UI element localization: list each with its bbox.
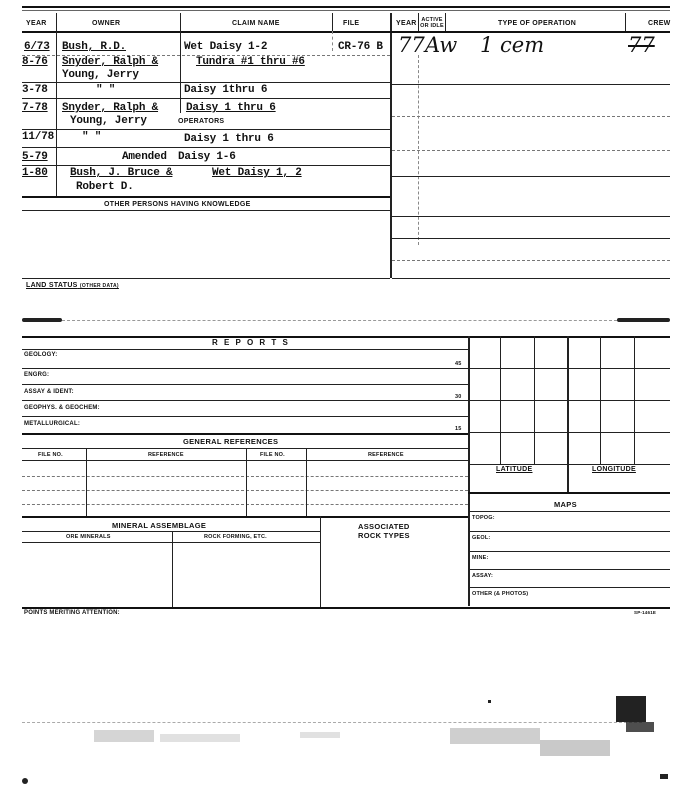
owner-row-owner: " "	[82, 131, 102, 143]
owner-row-claim: Wet Daisy 1-2	[184, 41, 268, 53]
reports-row-label: METALLURGICAL:	[24, 421, 81, 427]
land-status-label	[26, 282, 119, 289]
refs-col-file-no-2: FILE NO.	[260, 452, 285, 458]
col-divider	[625, 13, 626, 31]
reports-row-num: 45	[455, 361, 462, 367]
row-line	[22, 433, 468, 435]
header-year: YEAR	[26, 20, 47, 27]
owner-row-claim: Wet Daisy 1, 2	[212, 167, 302, 179]
row-line	[22, 349, 468, 350]
owner-row-owner: Snyder, Ralph &	[62, 102, 159, 114]
op-row-line	[392, 150, 670, 151]
header-owner: OWNER	[92, 20, 121, 27]
owner-row-owner: Robert D.	[76, 181, 134, 193]
row-line	[22, 147, 390, 148]
grid-line	[468, 368, 670, 369]
owner-row-year: 6/73	[24, 41, 50, 53]
col-divider	[180, 31, 181, 113]
rock-types-label: ROCK TYPES	[358, 531, 410, 540]
owner-row-owner: Young, Jerry	[62, 69, 139, 81]
mineral-assemblage-title: MINERAL ASSEMBLAGE	[112, 521, 207, 530]
header-active-idle: ACTIVE OR IDLE	[420, 17, 444, 29]
op-row-line	[392, 278, 670, 279]
owner-row-year: 3-78	[22, 84, 48, 96]
col-divider	[172, 531, 173, 607]
header-crew: CREW	[648, 20, 671, 27]
row-line	[468, 531, 670, 532]
scan-dot	[488, 700, 491, 703]
owner-row-owner: Amended	[122, 151, 167, 163]
op-row-line	[392, 116, 670, 117]
owner-row-year: 11/78	[22, 131, 55, 143]
longitude-label: LONGITUDE	[592, 466, 636, 473]
reports-row-label: ASSAY & IDENT:	[24, 389, 74, 395]
col-divider	[418, 13, 419, 31]
reports-row-num: 30	[455, 394, 462, 400]
scan-block	[616, 696, 646, 722]
refs-col-file-no: FILE NO.	[38, 452, 63, 458]
row-line	[22, 384, 468, 385]
section-divider	[468, 336, 470, 606]
maps-row-label: TOPOG:	[472, 515, 495, 521]
col-divider	[86, 448, 87, 516]
owner-row-claim: Tundra #1 thru #6	[196, 56, 305, 68]
col-divider	[306, 448, 307, 516]
owner-row-claim: Daisy 1 thru 6	[186, 102, 276, 114]
row-line	[22, 129, 390, 130]
op-row-line	[392, 176, 670, 177]
row-line	[22, 165, 390, 166]
top-border	[22, 6, 670, 8]
row-line	[22, 278, 390, 279]
col-divider	[332, 13, 333, 31]
operators-label: OPERATORS	[178, 118, 225, 125]
reports-row-label: GEOPHYS. & GEOCHEM:	[24, 405, 100, 411]
row-line	[22, 531, 320, 532]
scan-dot	[22, 778, 28, 784]
associated-label: ASSOCIATED	[358, 522, 410, 531]
owner-row-owner: " "	[96, 84, 116, 96]
maps-row-label: OTHER (& PHOTOS)	[472, 591, 529, 597]
general-references-title: GENERAL REFERENCES	[183, 437, 279, 446]
top-border-inner	[22, 10, 670, 11]
row-line	[468, 551, 670, 552]
grid-line	[567, 336, 569, 492]
reports-top-border	[22, 336, 670, 338]
col-divider	[320, 516, 321, 607]
col-divider	[332, 31, 333, 51]
refs-col-reference-2: REFERENCE	[368, 452, 404, 458]
op-row-line	[392, 216, 670, 217]
land-status-title: LAND STATUS	[26, 282, 78, 289]
owner-row-year: 8-76	[22, 56, 48, 68]
operation-crew: 77	[628, 33, 655, 57]
reports-title: R E P O R T S	[212, 338, 290, 347]
row-line	[22, 82, 390, 83]
owner-row-year: 5-79	[22, 151, 48, 163]
row-line	[22, 490, 468, 491]
section-bottom-border	[22, 607, 670, 609]
op-row-line	[392, 260, 670, 261]
owner-row-year: 1-80	[22, 167, 48, 179]
scan-block	[626, 722, 654, 732]
ore-minerals-label: ORE MINERALS	[66, 534, 111, 540]
owner-row-file: CR-76 B	[338, 41, 383, 53]
scan-mark	[22, 318, 62, 322]
scan-smudge	[94, 730, 154, 742]
row-line	[22, 476, 468, 477]
scan-smudge	[540, 740, 610, 756]
col-divider	[246, 448, 247, 516]
owner-row-claim: Daisy 1-6	[178, 151, 236, 163]
land-status-line	[62, 320, 617, 321]
col-divider	[56, 13, 57, 31]
operation-year: 77	[398, 33, 425, 57]
row-line	[468, 511, 670, 512]
owner-row-owner: Bush, J. Bruce &	[70, 167, 173, 179]
owner-row-claim: Daisy 1thru 6	[184, 84, 268, 96]
reports-row-label: GEOLOGY:	[24, 352, 58, 358]
refs-col-reference: REFERENCE	[148, 452, 184, 458]
row-line	[22, 210, 390, 211]
owner-row-owner: Snyder, Ralph &	[62, 56, 159, 68]
maps-row-label: GEOL:	[472, 535, 491, 541]
owner-row-year: 7-78	[22, 102, 48, 114]
scan-smudge	[160, 734, 240, 742]
row-line	[22, 196, 390, 198]
operation-active-idle: Aw	[425, 33, 458, 57]
latitude-label: LATITUDE	[496, 466, 533, 473]
header-file: FILE	[343, 20, 360, 27]
owner-row-owner: Bush, R.D.	[62, 41, 127, 53]
row-line	[22, 98, 390, 99]
owner-row-owner: Young, Jerry	[70, 115, 147, 127]
owner-row-claim: Daisy 1 thru 6	[184, 133, 274, 145]
header-year-2: YEAR	[396, 20, 417, 27]
row-line	[468, 569, 670, 570]
row-line	[468, 492, 670, 494]
row-line	[22, 416, 468, 417]
operation-type: 1 cem	[480, 33, 545, 57]
reports-row-num: 15	[455, 426, 462, 432]
col-divider	[445, 13, 446, 31]
row-line	[22, 460, 468, 461]
form-number: SP-1461E	[634, 610, 657, 615]
points-meriting-attention-label: POINTS MERITING ATTENTION:	[24, 610, 120, 616]
grid-line	[468, 400, 670, 401]
rock-forming-label: ROCK FORMING, ETC.	[204, 534, 267, 540]
row-line	[468, 587, 670, 588]
scan-line	[22, 722, 642, 723]
scan-smudge	[450, 728, 540, 744]
grid-line	[468, 464, 670, 465]
op-row-line	[392, 84, 670, 85]
row-line	[22, 516, 468, 518]
grid-line	[468, 432, 670, 433]
scan-dot	[660, 774, 668, 779]
maps-row-label: ASSAY:	[472, 573, 494, 579]
maps-title: MAPS	[554, 500, 577, 509]
reports-row-label: ENGRG:	[24, 372, 50, 378]
header-claim-name: CLAIM NAME	[232, 20, 280, 27]
maps-row-label: MINE:	[472, 555, 489, 561]
other-persons-label: OTHER PERSONS HAVING KNOWLEDGE	[104, 201, 251, 208]
col-divider	[180, 13, 181, 31]
scan-mark	[617, 318, 670, 322]
row-line	[22, 504, 468, 505]
row-line	[22, 368, 468, 369]
row-line	[22, 400, 468, 401]
header-type-of-operation: TYPE OF OPERATION	[498, 20, 577, 27]
op-row-line	[392, 238, 670, 239]
col-divider	[56, 31, 57, 196]
row-line	[22, 448, 468, 449]
row-line	[22, 542, 320, 543]
land-status-sub: (OTHER DATA)	[79, 283, 119, 289]
scan-smudge	[300, 732, 340, 738]
header-bottom-border	[22, 31, 670, 33]
